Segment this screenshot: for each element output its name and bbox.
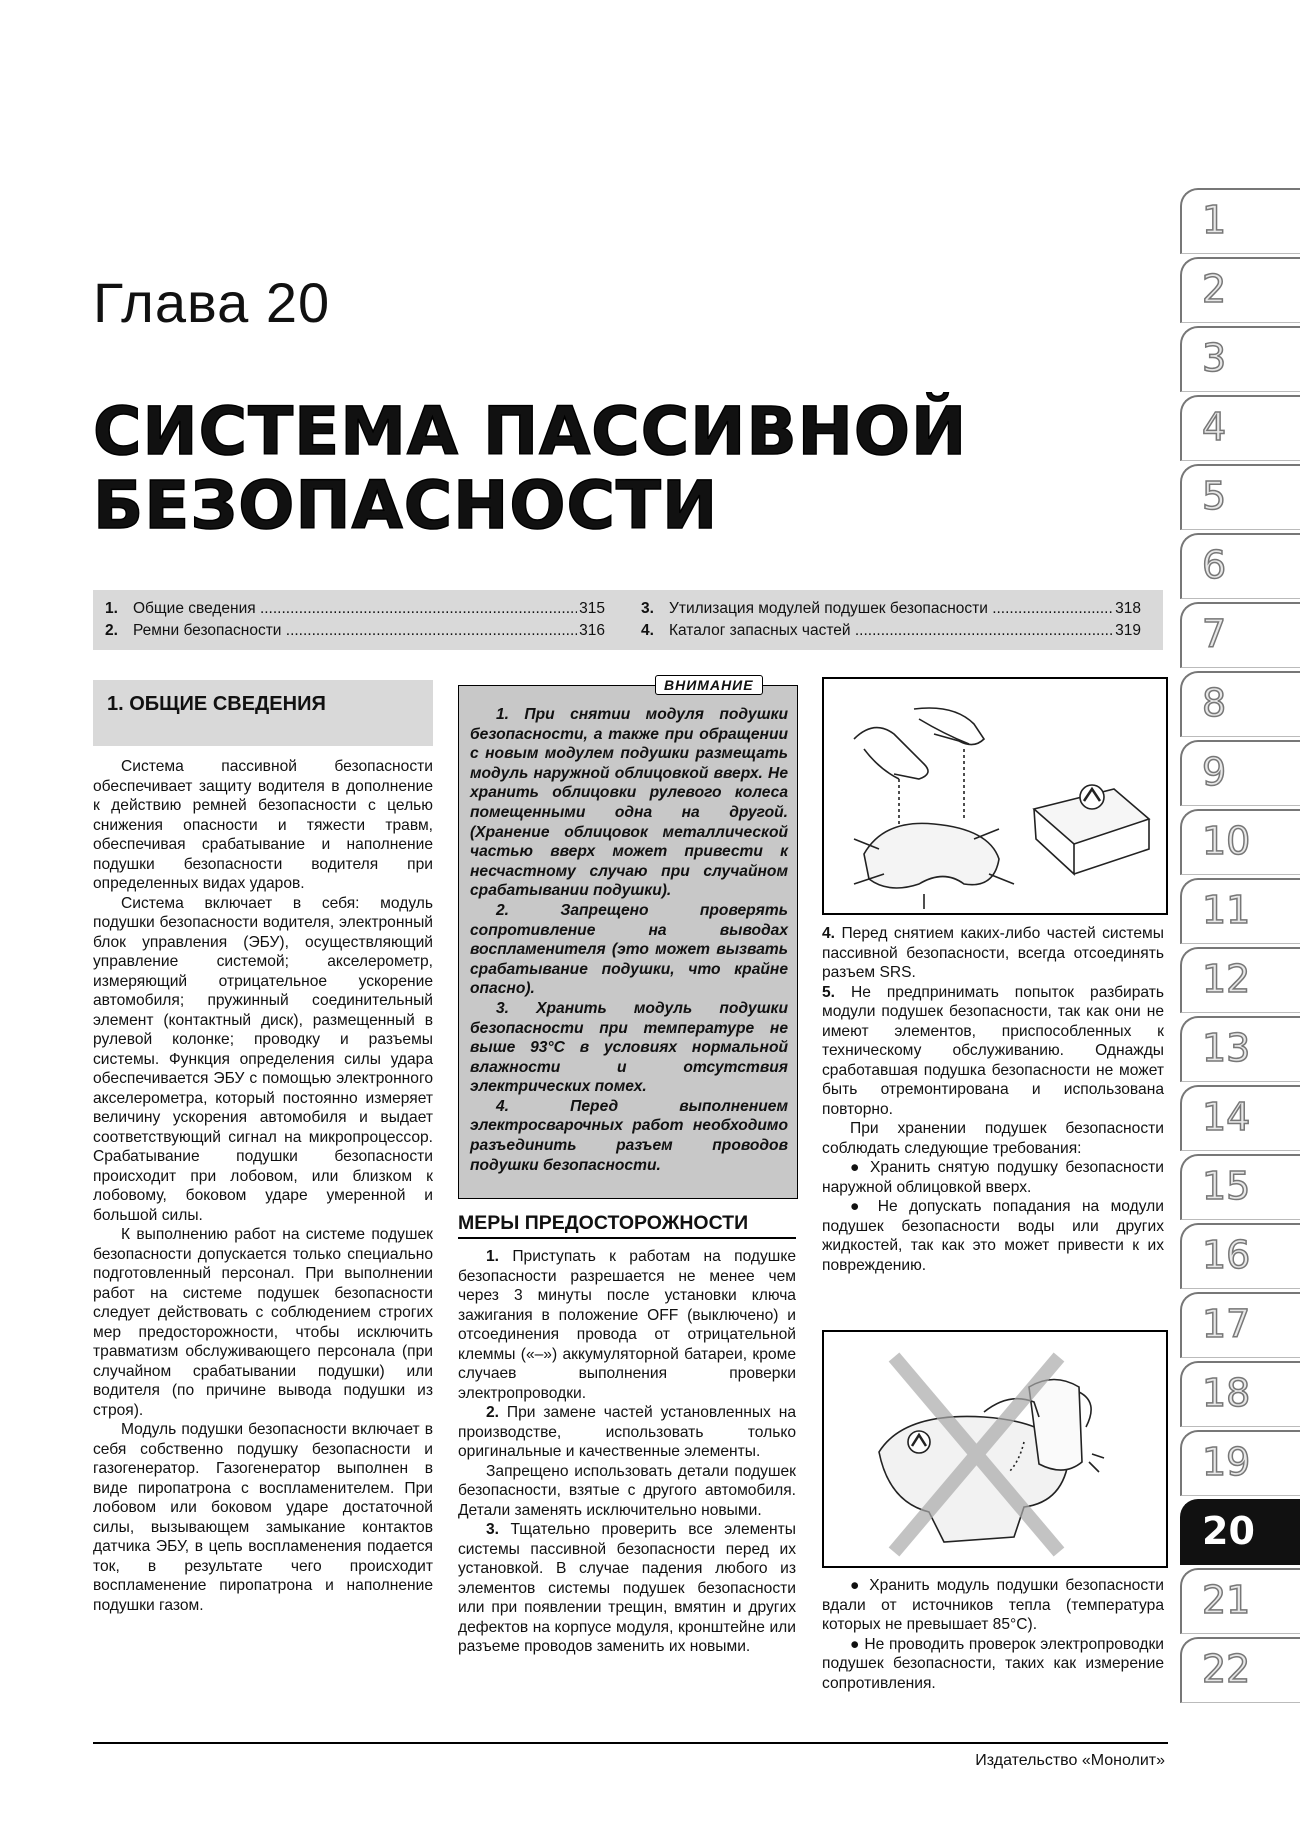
chapter-label: Глава 20	[93, 271, 331, 334]
list-item: 1. Приступать к работам на подушке безопасности разрешается не менее чем через 3 минуты после установки ключа зажигания в положение OFF (выключено) и отсоединения провода от отрицательной клеммы («–») аккумуляторной батареи, кроме случаев выполнения проверки электропроводки.	[458, 1248, 796, 1402]
section-heading-general: 1. ОБЩИЕ СВЕДЕНИЯ	[93, 680, 433, 746]
title-line-1: СИСТЕМА ПАССИВНОЙ	[93, 393, 968, 470]
chapter-tab-2[interactable]: 2	[1180, 257, 1300, 323]
warning-label: ВНИМАНИЕ	[655, 675, 763, 695]
chapter-tab-22[interactable]: 22	[1180, 1637, 1300, 1703]
toc-item[interactable]: 4. Каталог запасных частей ..... 319	[641, 622, 1141, 640]
publisher-footer: Издательство «Монолит»	[975, 1752, 1165, 1769]
warning-item: 1. При снятии модуля подушки безопасности, а также при обращении с новым модулем подушки размещать модуль наружной облицовкой вверх. Не хранить облицовки рулевого колеса помещенными одна на другой. (Хранение облицовок металлической частью вверх может привести к несчастному случаю при случайном срабатывании подушки).	[470, 706, 788, 900]
airbag-handling-illustration	[824, 679, 1166, 913]
chapter-tab-14[interactable]: 14	[1180, 1085, 1300, 1151]
figure-airbag-handling	[822, 677, 1168, 915]
chapter-tab-16[interactable]: 16	[1180, 1223, 1300, 1289]
figure-water-warning	[822, 1330, 1168, 1568]
toc-item[interactable]: 3. Утилизация модулей подушек безопасности ..... 318	[641, 600, 1141, 618]
chapter-tab-8[interactable]: 8	[1180, 671, 1300, 737]
chapter-tab-19[interactable]: 19	[1180, 1430, 1300, 1496]
water-warning-illustration	[824, 1332, 1166, 1566]
list-item: 3. Тщательно проверить все элементы системы пассивной безопасности перед их установкой. В случае падения любого из элементов системы подушек безопасности или при появлении трещин, вмятин и других дефектов на корпусе модуля, кронштейне или разъеме проводов заменить их новыми.	[458, 1521, 796, 1655]
chapter-tab-18[interactable]: 18	[1180, 1361, 1300, 1427]
toc-item[interactable]: 2. Ремни безопасности ..... 316	[105, 622, 605, 640]
footer-divider	[93, 1742, 1168, 1744]
column-storage-rules	[822, 1576, 1164, 1693]
chapter-tab-6[interactable]: 6	[1180, 533, 1300, 599]
precautions-heading: МЕРЫ ПРЕДОСТОРОЖНОСТИ	[458, 1212, 796, 1239]
list-item: 5. Не предпринимать попыток разбирать модули подушек безопасности, так как они не имеют элементов, приспособленных к техническому обслуживанию. Однажды сработавшая подушка безопасности не может быть отремонтирована и использована повторно.	[822, 983, 1164, 1118]
chapter-tab-1[interactable]: 1	[1180, 188, 1300, 254]
warning-item: 2. Запрещено проверять сопротивление на выводах воспламенителя (это может вызвать срабатывание подушки, что крайне опасно).	[470, 901, 788, 998]
chapter-tab-15[interactable]: 15	[1180, 1154, 1300, 1220]
list-item: 2. При замене частей установленных на производстве, использовать только оригинальные и качественные элементы.	[458, 1404, 796, 1460]
title-line-2: БЕЗОПАСНОСТИ	[93, 467, 719, 544]
chapter-tab-12[interactable]: 12	[1180, 947, 1300, 1013]
column-precautions	[458, 1247, 796, 1657]
chapter-tab-20[interactable]: 20	[1180, 1499, 1300, 1565]
chapter-tab-10[interactable]: 10	[1180, 809, 1300, 875]
warning-item: 4. Перед выполнением электросварочных работ необходимо разъединить разъем проводов подушки безопасности.	[470, 1097, 788, 1174]
table-of-contents	[93, 590, 1163, 650]
chapter-tab-13[interactable]: 13	[1180, 1016, 1300, 1082]
paragraph: При хранении подушек безопасности соблюдать следующие требования:	[822, 1120, 1164, 1157]
bullet-item: ● Хранить модуль подушки безопасности вдали от источников тепла (температура которых не превышает 85°С).	[822, 1577, 1164, 1633]
page-title	[93, 395, 967, 543]
bullet-item: ● Не допускать попадания на модули подушек безопасности воды или других жидкостей, так как это может привести к их повреждению.	[822, 1198, 1164, 1274]
chapter-tab-4[interactable]: 4	[1180, 395, 1300, 461]
chapter-tab-17[interactable]: 17	[1180, 1292, 1300, 1358]
chapter-tab-11[interactable]: 11	[1180, 878, 1300, 944]
paragraph: Система включает в себя: модуль подушки безопасности водителя, электронный блок управления (ЭБУ), осуществляющий управление системой; акселерометр, измеряющий отрицательное ускорение автомобиля; пружинный соединительный элемент (контактный диск), размещенный в рулевой колонке; проводку и разъемы системы. Функция определения силы удара обеспечивается ЭБУ с помощью электронного акселерометра, который постоянно измеряет величину ускорения автомобиля и выдает соответствующий сигнал на микропроцессор. Срабатывание подушки безопасности происходит при лобовом, или близком к лобовому, боковом ударе умеренной и большой силы.	[93, 894, 433, 1224]
chapter-tab-3[interactable]: 3	[1180, 326, 1300, 392]
paragraph: К выполнению работ на системе подушек безопасности допускается только специально подготовленный персонал. При выполнении работ на системе подушек безопасности следует действовать с соблюдением строгих мер предосторожности, чтобы исключить травматизм обслуживающего персонала (при случайном срабатывании подушки) или водителя (по причине вывода подушки из строя).	[93, 1226, 433, 1419]
chapter-tab-5[interactable]: 5	[1180, 464, 1300, 530]
list-item: Запрещено использовать детали подушек безопасности, взятые с другого автомобиля. Детали заменять исключительно новыми.	[458, 1462, 796, 1519]
paragraph: Модуль подушки безопасности включает в себя собственно подушку безопасности и газогенератор. Газогенератор выполнен в виде пиропатрона с воспламенителем. При лобовом или боковом ударе достаточной силы, вызывающем замыкание контактов датчика ЭБУ, в цепь воспламенения подается ток, в результате чего происходит воспламенение пиропатрона и наполнение подушки газом.	[93, 1421, 433, 1614]
bullet-item: ● Не проводить проверок электропроводки подушек безопасности, таких как измерение сопротивления.	[822, 1635, 1164, 1692]
warning-item: 3. Хранить модуль подушки безопасности при температуре не выше 93°С в условиях нормальной влажности и отсутствия электрических помех.	[470, 999, 788, 1096]
column-precautions-cont	[822, 924, 1164, 1275]
column-general-info	[93, 757, 433, 1615]
warning-text	[470, 705, 788, 1175]
chapter-tab-21[interactable]: 21	[1180, 1568, 1300, 1634]
bullet-item: ● Хранить снятую подушку безопасности наружной облицовкой вверх.	[822, 1159, 1164, 1196]
chapter-tab-9[interactable]: 9	[1180, 740, 1300, 806]
paragraph: Система пассивной безопасности обеспечивает защиту водителя в дополнение к действию ремней безопасности с целью снижения опасности и тяжести травм, обеспечивая срабатывание и наполнение подушки безопасности водителя при определенных видах ударов.	[93, 758, 433, 892]
list-item: 4. Перед снятием каких-либо частей системы пассивной безопасности, всегда отсоединять разъем SRS.	[822, 925, 1164, 981]
toc-item[interactable]: 1. Общие сведения ..... 315	[105, 600, 605, 618]
chapter-tab-7[interactable]: 7	[1180, 602, 1300, 668]
